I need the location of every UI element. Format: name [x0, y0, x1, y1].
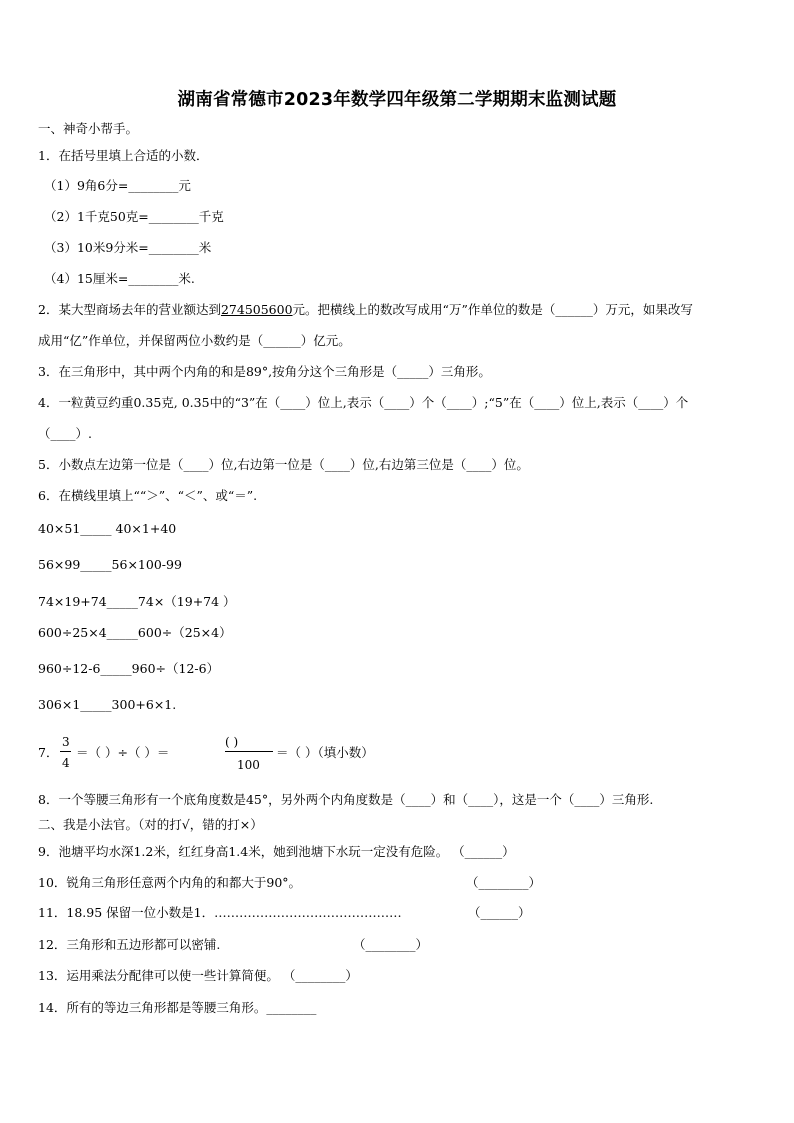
question-4-line-2: （____）. [38, 426, 92, 441]
question-2-pre: 2．某大型商场去年的营业额达到 [38, 302, 221, 317]
question-10: 10．锐角三角形任意两个内角的和都大于90°。 [38, 875, 302, 890]
question-1-item: （3）10米9分米=________米 [44, 240, 212, 255]
fraction-2-numerator: ( ) [225, 735, 239, 749]
question-14: 14．所有的等边三角形都是等腰三角形。________ [38, 1000, 317, 1015]
question-8: 8．一个等腰三角形有一个底角度数是45°，另外两个内角度数是（____）和（____），这是一个（____）三角形. [38, 792, 654, 807]
question-1-stem: 1．在括号里填上合适的小数． [38, 148, 209, 163]
answer-blank: （________） [353, 937, 429, 952]
question-13: 13．运用乘法分配律可以使一些计算简便。 （________） [38, 968, 358, 983]
question-9: 9．池塘平均水深1.2米，红红身高1.4米，她到池塘下水玩一定没有危险。 （______） [38, 844, 515, 859]
question-2-post: 元。把横线上的数改写成用“万”作单位的数是（______）万元，如果改写 [292, 302, 693, 317]
question-5: 5．小数点左边第一位是（____）位,右边第一位是（____）位,右边第三位是（____）位。 [38, 457, 529, 472]
fraction-2-denominator: 100 [237, 758, 260, 772]
question-6-item: 600÷25×4_____600÷（25×4） [38, 625, 232, 640]
fraction-2-bar [225, 751, 273, 752]
question-1-item: （1）9角6分=________元 [44, 178, 191, 193]
answer-blank: （________） [466, 875, 542, 890]
fraction-numerator: 3 [62, 735, 70, 749]
question-6-item: 74×19+74_____74×（19+74 ） [38, 594, 236, 609]
fraction-denominator: 4 [62, 756, 70, 770]
question-6-item: 960÷12-6_____960÷（12-6） [38, 661, 220, 676]
answer-blank: （______） [468, 905, 531, 920]
question-2-line-1 [38, 302, 693, 318]
question-3: 3．在三角形中，其中两个内角的和是89°,按角分这个三角形是（_____）三角形。 [38, 364, 491, 379]
question-7-middle: ＝（ ）÷（ ）＝ [76, 745, 170, 760]
question-2-number: 274505600 [220, 302, 293, 317]
question-2-line-2: 成用“亿”作单位，并保留两位小数约是（______）亿元。 [38, 333, 351, 348]
question-7-tail: ＝（ ）（填小数） [276, 745, 374, 760]
question-4-line-1: 4．一粒黄豆约重0.35克, 0.35中的“3”在（____）位上,表示（____）个（____）;“5”在（____）位上,表示（____）个 [38, 395, 689, 410]
section-heading-2: 二、我是小法官。（对的打√，错的打×） [38, 817, 263, 832]
question-6-item: 56×99_____56×100-99 [38, 557, 182, 572]
section-heading-1: 一、神奇小帮手。 [38, 121, 139, 136]
question-6-item: 40×51_____ 40×1+40 [38, 521, 177, 536]
question-1-item: （4）15厘米=________米. [44, 271, 195, 286]
question-7-number: 7． [38, 745, 59, 760]
question-12: 12．三角形和五边形都可以密铺. [38, 937, 221, 952]
question-6-stem: 6．在横线里填上““＞”、“＜”、或“＝”. [38, 488, 258, 503]
question-6-item: 306×1_____300+6×1. [38, 697, 177, 712]
question-1-item: （2）1千克50克=________千克 [44, 209, 224, 224]
page-title: 湖南省常德市2023年数学四年级第二学期期末监测试题 [177, 90, 617, 110]
question-11: 11．18.95 保留一位小数是1．……………………………………… [38, 905, 402, 920]
fraction-bar [60, 751, 71, 752]
